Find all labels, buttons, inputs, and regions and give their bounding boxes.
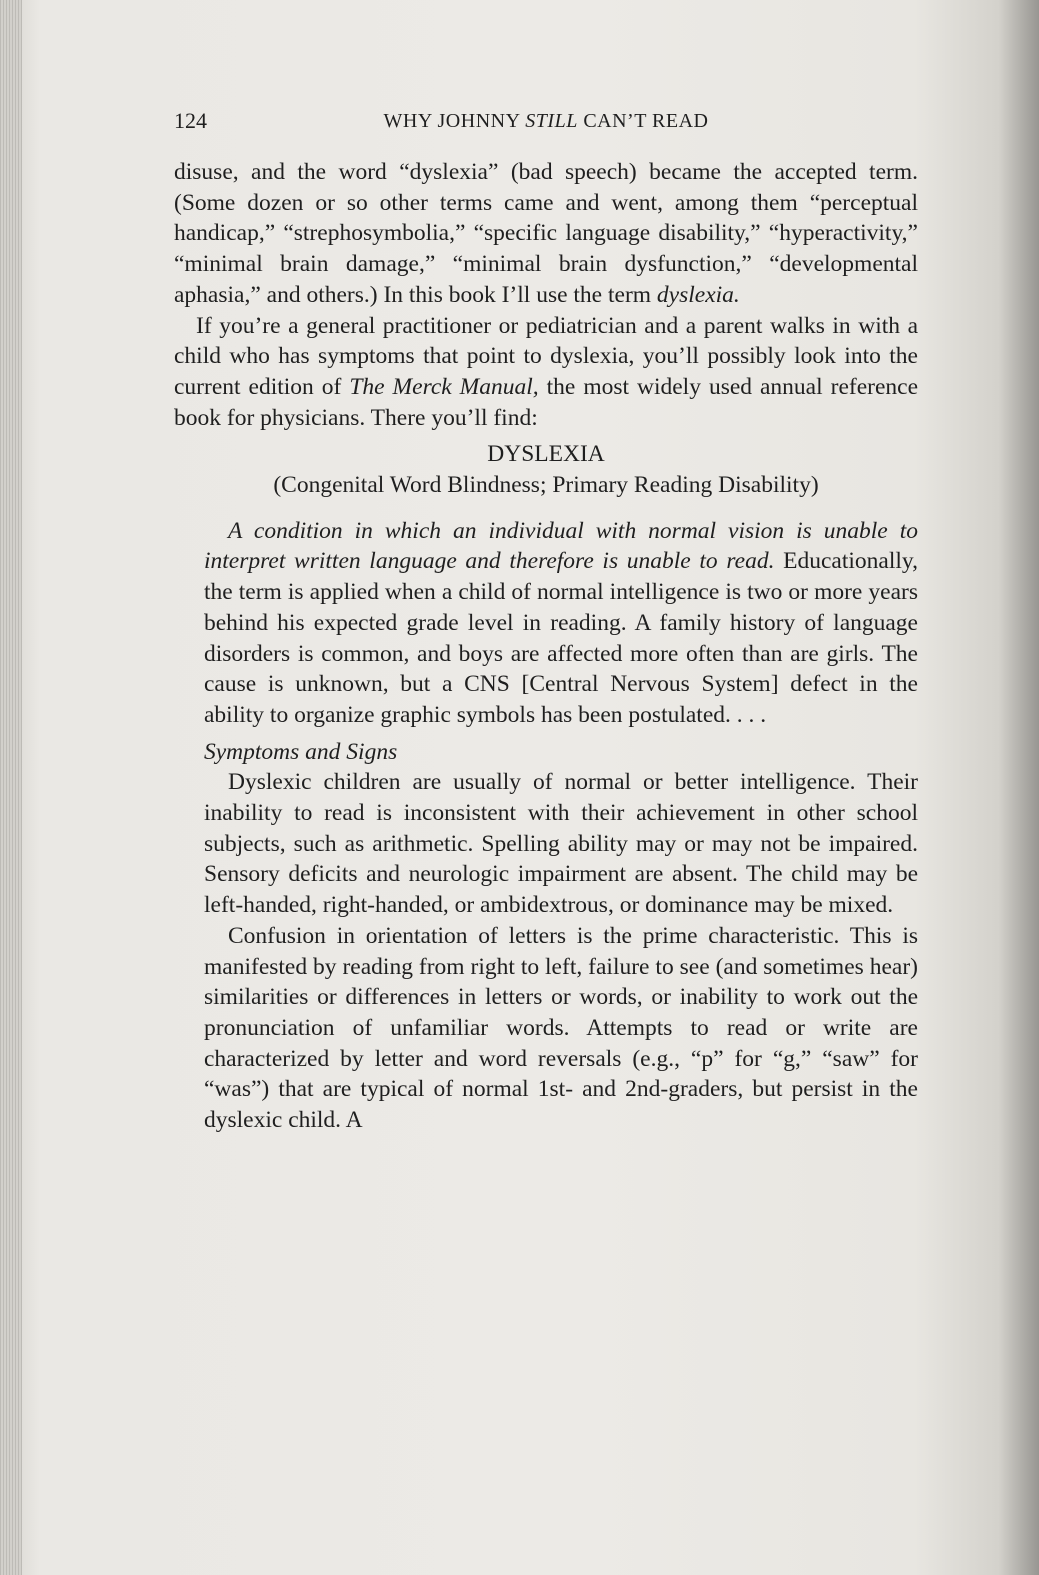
page-body bbox=[174, 157, 918, 1136]
quote-paragraph-2: Dyslexic children are usually of normal or better intelligence. Their inability to read is inconsistent with their achievement in other school subjects, such as arithmetic. Spelling ability may or may not be impaired. Sensory deficits and neurologic impairment are absent. The child may be left-handed, right-handed, or ambidextrous, or dominance may be mixed. bbox=[204, 769, 918, 919]
entry-subheading: (Congenital Word Blindness; Primary Reading Disability) bbox=[273, 472, 819, 499]
paragraph-2: If you’re a general practitioner or pediatrician and a parent walks in with a child who has symptoms that point to dyslexia, you’ll possibly look into the current edition of The Merck Manual, the most widely used annual reference book for physicians. There you’ll find: bbox=[174, 312, 918, 431]
quoted-entry bbox=[204, 516, 918, 1136]
running-header bbox=[174, 108, 918, 140]
running-title: WHY JOHNNY STILL CAN’T READ bbox=[383, 110, 709, 132]
binding-shadow bbox=[999, 0, 1039, 1575]
page-number: 124 bbox=[174, 108, 207, 133]
section-heading: Symptoms and Signs bbox=[204, 738, 398, 765]
quote-paragraph-1: A condition in which an individual with normal vision is unable to interpret written language and therefore is unable to read. Educationally, the term is applied when a child of normal intelligence is two or more years behind his expected grade level in reading. A family history of language disorders is common, and boys are affected more often than are girls. The cause is unknown, but a CNS [Central Nervous System] defect in the ability to organize graphic symbols has been postulated. . . . bbox=[204, 517, 918, 728]
entry-heading: DYSLEXIA bbox=[487, 441, 605, 468]
quote-paragraph-3: Confusion in orientation of letters is the prime characteristic. This is manifested by reading from right to left, failure to see (and sometimes hear) similarities or differences in letters or words, or inability to work out the pronunciation of unfamiliar words. Attempts to read or write are characterized by letter and word reversals (e.g., “p” for “g,” “saw” for “was”) that are typical of normal 1st- and 2nd-graders, but persist in the dyslexic child. A bbox=[204, 922, 918, 1134]
paragraph-1: disuse, and the word “dyslexia” (bad speech) became the accepted term. (Some dozen or so other terms came and went, among them “perceptual handicap,” “strephosymbolia,” “specific language disability,” “hyperactivity,” “minimal brain damage,” “minimal brain dysfunction,” “developmental aphasia,” and others.) In this book I’ll use the term dyslexia. bbox=[174, 159, 918, 308]
page-edge-stack bbox=[0, 0, 22, 1575]
